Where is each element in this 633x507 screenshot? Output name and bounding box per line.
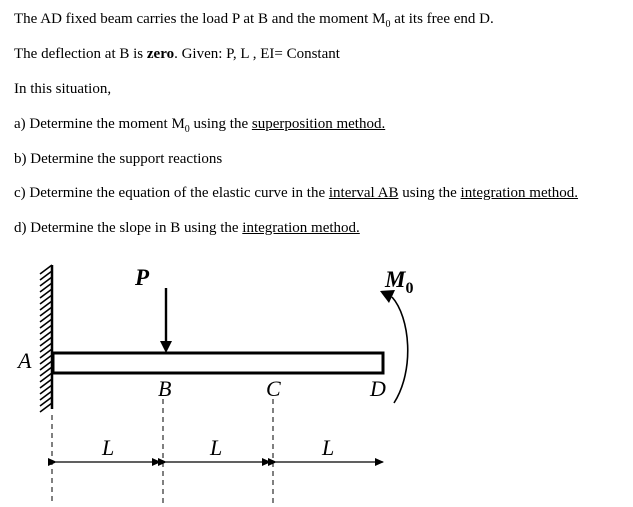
- question-c-mid: using the: [398, 185, 461, 201]
- question-b: b) Determine the support reactions: [14, 151, 223, 167]
- question-d: [14, 219, 360, 237]
- problem-line-2-post: . Given: P, L , EI= Constant: [174, 46, 340, 62]
- fixed-support: [40, 265, 52, 412]
- problem-line-1-pre: The AD fixed beam carries the load P at B and the moment M: [14, 11, 386, 27]
- question-a-pre: a) Determine the moment M: [14, 116, 185, 132]
- load-arrow: [160, 288, 172, 353]
- support-label-a: A: [18, 348, 32, 373]
- span-label-bc: L: [210, 435, 223, 460]
- moment-label: $M_0$: [385, 267, 414, 297]
- moment-subscript: 0: [385, 19, 391, 30]
- problem-line-1: [14, 10, 494, 28]
- span-label-ab: L: [102, 435, 115, 460]
- span-label-cd: L: [322, 435, 335, 460]
- interval-ab-link: interval AB: [328, 185, 399, 201]
- beam-figure: [0, 255, 633, 507]
- load-label: P: [135, 265, 150, 290]
- integration-method-link-c: integration method.: [460, 185, 579, 201]
- problem-line-2: [14, 45, 340, 63]
- question-a-subscript: 0: [184, 124, 190, 135]
- integration-method-link-d: integration method.: [242, 220, 360, 236]
- problem-line-2-pre: The deflection at B is: [14, 46, 147, 62]
- question-a: [14, 115, 385, 133]
- question-d-pre: d) Determine the slope in B using the: [14, 220, 243, 236]
- question-c: [14, 184, 578, 202]
- beam: [53, 353, 383, 373]
- wall-hatching: [40, 265, 52, 412]
- question-a-mid: using the: [189, 116, 252, 132]
- point-label-b: B: [158, 376, 172, 401]
- superposition-method-link: superposition method.: [251, 116, 386, 132]
- question-c-pre: c) Determine the equation of the elastic curve in the: [14, 185, 329, 201]
- zero-emphasis: zero: [146, 46, 175, 62]
- dimension-guides: [52, 399, 273, 505]
- point-label-c: C: [266, 376, 281, 401]
- problem-line-1-post: at its free end D.: [390, 11, 494, 27]
- point-label-d: D: [370, 376, 386, 401]
- problem-line-3: In this situation,: [14, 81, 112, 97]
